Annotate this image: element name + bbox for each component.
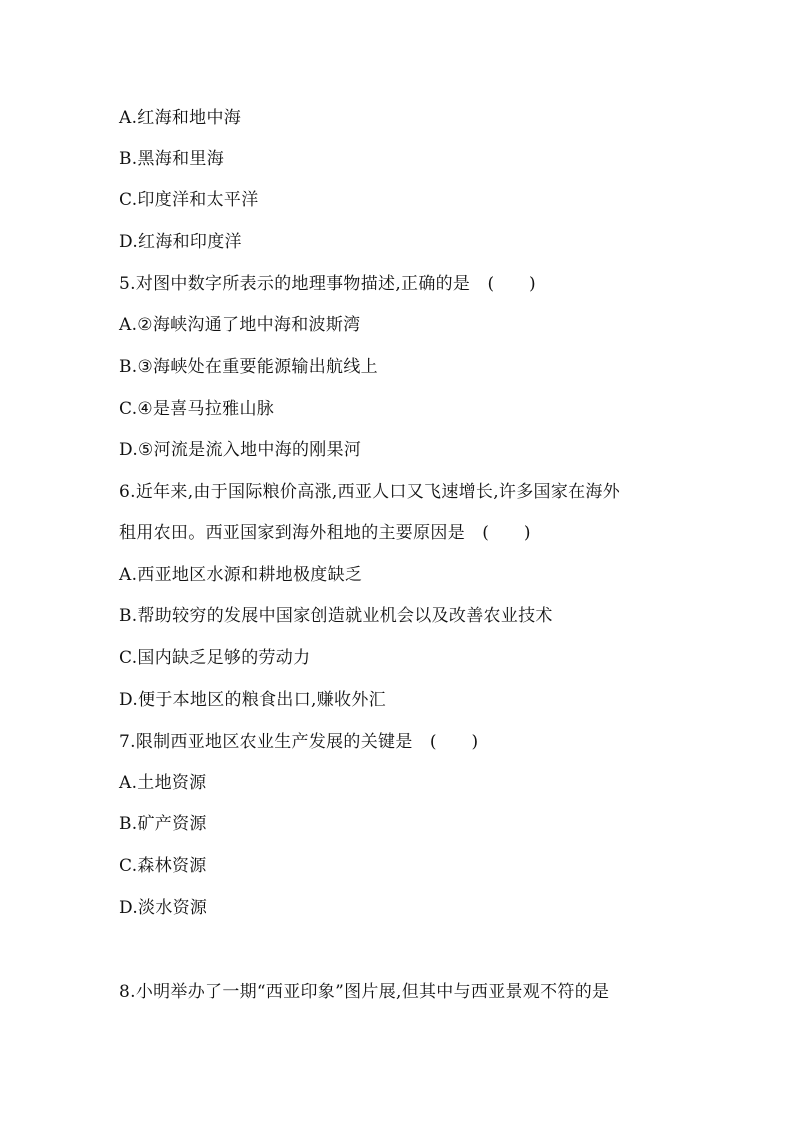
q5-option-d: D.⑤河流是流入地中海的刚果河 <box>119 440 362 460</box>
q7-option-c: C.森林资源 <box>119 856 207 876</box>
q8-stem: 8.小明举办了一期“西亚印象”图片展,但其中与西亚景观不符的是 <box>119 982 610 1002</box>
q4-option-d: D.红海和印度洋 <box>119 232 242 252</box>
q5-option-b: B.③海峡处在重要能源输出航线上 <box>119 357 378 377</box>
q7-option-d: D.淡水资源 <box>119 898 208 918</box>
q7-option-b: B.矿产资源 <box>119 814 207 834</box>
q5-option-c: C.④是喜马拉雅山脉 <box>119 399 275 419</box>
q7-option-a: A.土地资源 <box>119 773 207 793</box>
q7-stem: 7.限制西亚地区农业生产发展的关键是 ( ) <box>119 732 479 752</box>
q6-stem-line1: 6.近年来,由于国际粮价高涨,西亚人口又飞速增长,许多国家在海外 <box>119 482 621 502</box>
q6-stem-line2: 租用农田。西亚国家到海外租地的主要原因是 ( ) <box>119 523 531 543</box>
q4-option-a: A.红海和地中海 <box>119 108 242 128</box>
q6-option-b: B.帮助较穷的发展中国家创造就业机会以及改善农业技术 <box>119 606 553 626</box>
q6-option-d: D.便于本地区的粮食出口,赚收外汇 <box>119 690 386 710</box>
q4-option-b: B.黑海和里海 <box>119 149 224 169</box>
q5-option-a: A.②海峡沟通了地中海和波斯湾 <box>119 315 361 335</box>
q4-option-c: C.印度洋和太平洋 <box>119 190 259 210</box>
q5-stem: 5.对图中数字所表示的地理事物描述,正确的是 ( ) <box>119 274 536 294</box>
q6-option-c: C.国内缺乏足够的劳动力 <box>119 648 311 668</box>
q6-option-a: A.西亚地区水源和耕地极度缺乏 <box>119 565 363 585</box>
